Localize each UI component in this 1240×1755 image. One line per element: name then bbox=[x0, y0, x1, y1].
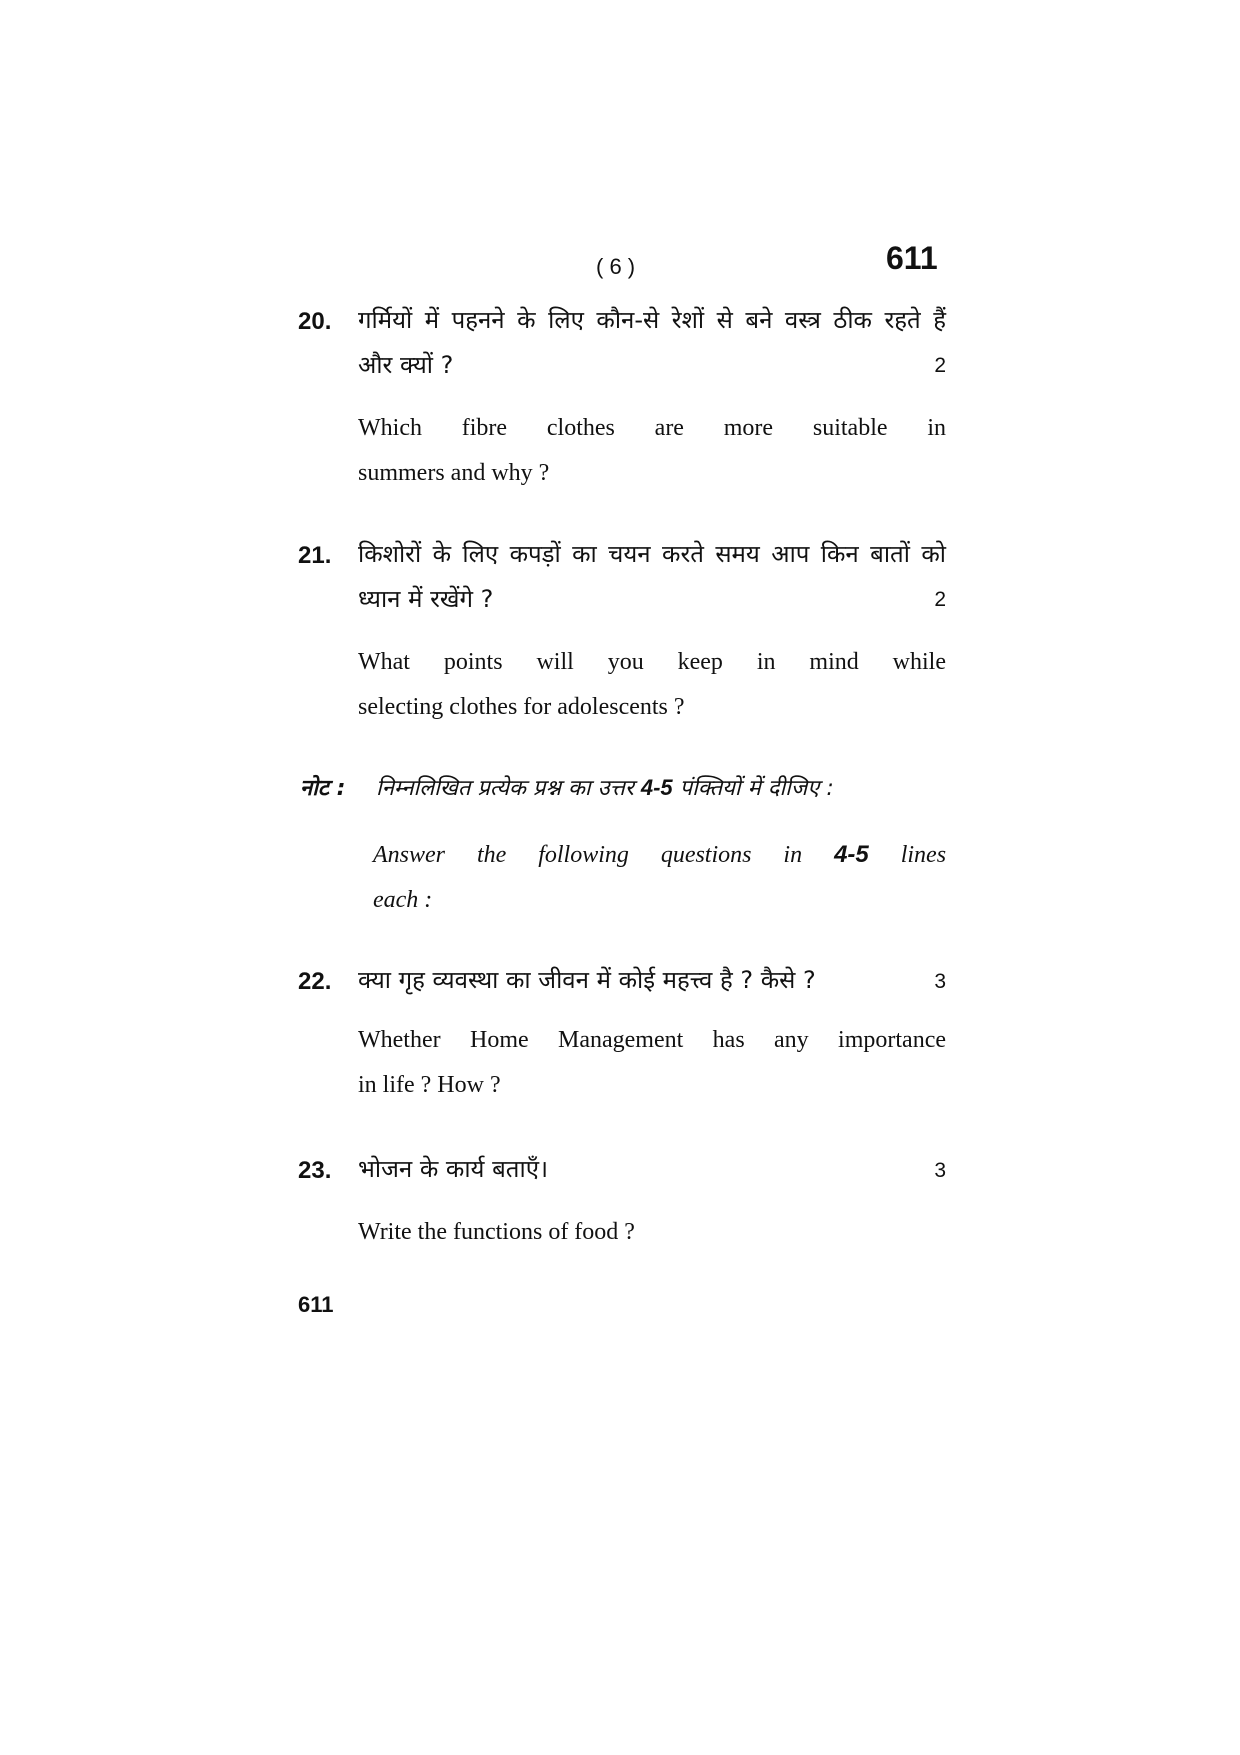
question-english-line2: selecting clothes for adolescents ? bbox=[358, 694, 685, 720]
note-hindi bbox=[376, 772, 834, 802]
question-hindi-line2: ध्यान में रखेंगे ? bbox=[358, 585, 494, 613]
note-english-line2: each : bbox=[373, 887, 433, 913]
note-hindi-after: पंक्तियों में दीजिए : bbox=[679, 776, 834, 801]
paper-code-header: 611 bbox=[886, 240, 938, 276]
question-english-line1: What points will you keep in mind while bbox=[358, 649, 946, 675]
note-hindi-before: निम्नलिखित प्रत्येक प्रश्न का उत्तर bbox=[376, 776, 634, 801]
question-english-line1: Write the functions of food ? bbox=[358, 1219, 635, 1245]
question-marks: 2 bbox=[934, 354, 946, 377]
note-english-bold: 4-5 bbox=[834, 841, 869, 868]
question-number: 21. bbox=[298, 542, 332, 569]
question-hindi-line2: और क्यों ? bbox=[358, 351, 454, 379]
question-number: 23. bbox=[298, 1157, 332, 1184]
question-hindi-line1: किशोरों के लिए कपड़ों का चयन करते समय आप किन बातों को bbox=[358, 540, 946, 568]
question-english-line2: in life ? How ? bbox=[358, 1072, 501, 1098]
note-english-after: lines bbox=[900, 842, 947, 868]
note-hindi-bold: 4-5 bbox=[640, 775, 673, 800]
note-english-before: Answer the following questions in bbox=[373, 842, 803, 868]
note-english bbox=[373, 832, 946, 923]
question-hindi: क्या गृह व्यवस्था का जीवन में कोई महत्त्व है ? कैसे ? bbox=[358, 966, 816, 994]
question-number: 22. bbox=[298, 968, 332, 995]
question-english-line1: Whether Home Management has any importance bbox=[358, 1027, 946, 1053]
question-marks: 3 bbox=[934, 1159, 946, 1182]
question-number: 20. bbox=[298, 308, 332, 335]
question-english-line1: Which fibre clothes are more suitable in bbox=[358, 415, 946, 441]
question-hindi-line1: गर्मियों में पहनने के लिए कौन-से रेशों से बने वस्त्र ठीक रहते हैं bbox=[358, 306, 946, 334]
question-marks: 2 bbox=[934, 588, 946, 611]
question-hindi: भोजन के कार्य बताएँ। bbox=[358, 1155, 549, 1183]
note-english-line1 bbox=[373, 832, 946, 878]
question-english-line2: summers and why ? bbox=[358, 460, 550, 486]
note-label: नोट : bbox=[300, 776, 346, 801]
page-number: ( 6 ) bbox=[596, 254, 636, 279]
question-marks: 3 bbox=[934, 970, 946, 993]
paper-code-footer: 611 bbox=[298, 1292, 334, 1317]
